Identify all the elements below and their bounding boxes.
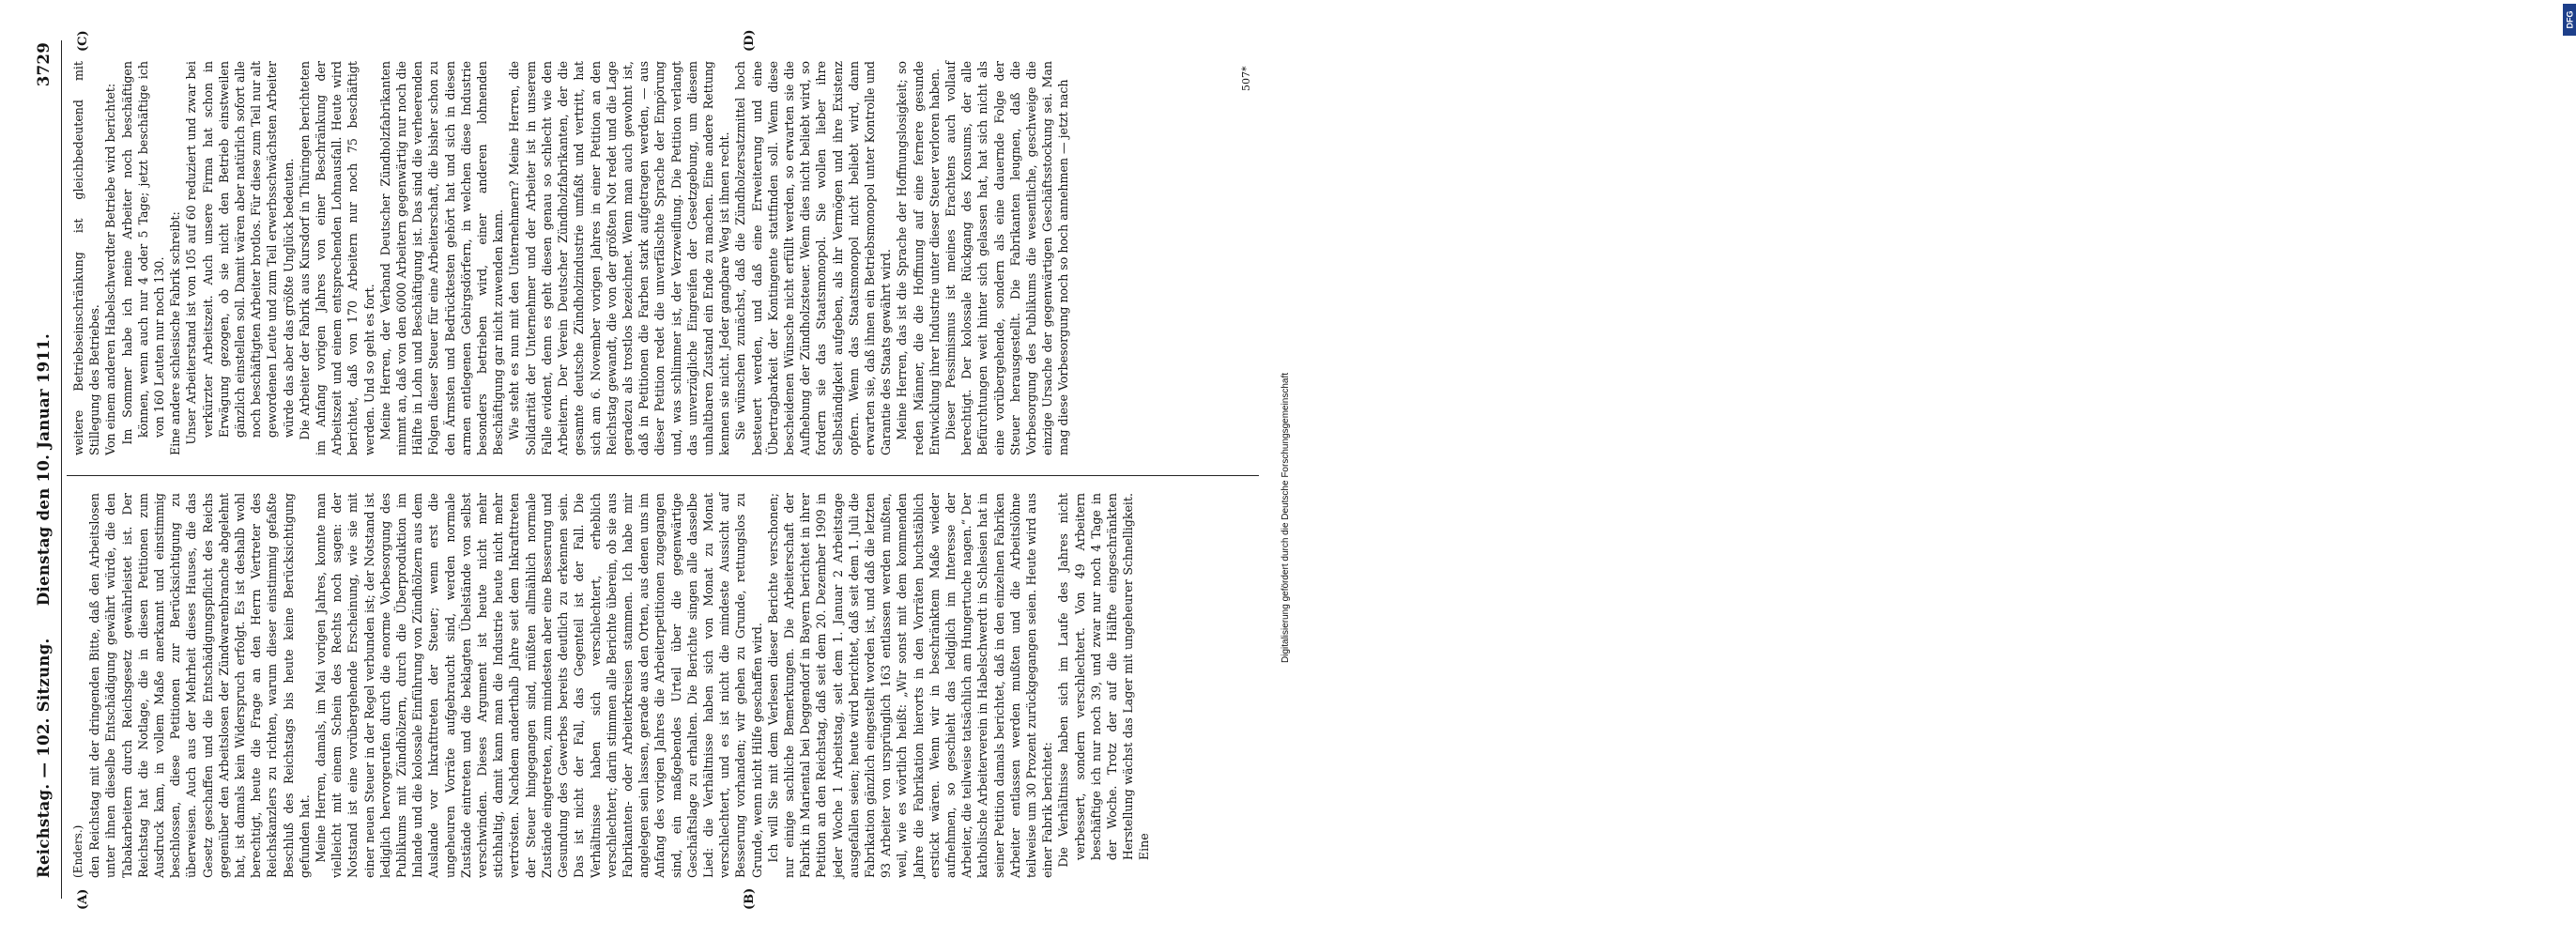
header-left: Reichstag. — 102. Sitzung. — [35, 638, 53, 878]
speaker-label: (Enders.) — [71, 824, 84, 878]
page-number: 3729 — [35, 42, 53, 87]
column-divider — [67, 475, 1259, 476]
paragraph: weitere Betriebseinschränkung ist gleichbedeutend mit Stillegung des Betriebes. — [71, 61, 102, 455]
paragraph: Dieser Pessimismus ist meines Erachtens auch vollauf berechtigt. Der kolossale Rückgang des Konsums, der alle Befürchtungen weit hinter sich gelassen hat, hat sich nicht als eine vorübergehende, sondern als eine dauernde Folge der Steuer herausgestellt. Die Fabrikanten leugnen, daß die Vorbesorgung des Publikums die wesentliche, geschweige die einzige Ursache der gegenwärtigen Geschäftsstockung sei. Man mag diese Vorbesorgung noch so hoch annehmen — jetzt nach — [943, 61, 1071, 455]
dfg-logo: DFG — [2563, 4, 2576, 36]
right-column — [70, 61, 1263, 455]
quoted-paragraph: Im Sommer habe ich meine Arbeiter noch beschäftigen können, wenn auch nur 4 oder 5 Tage; jetzt beschäftige ich von 160 Leuten nur noch 130. — [119, 61, 167, 445]
paragraph: den Reichstag mit der dringenden Bitte, daß den Arbeitslosen unter ihnen dieselbe Entschädigung gewährt würde, die den Tabakarbeitern durch Reichsgesetz gewährleistet ist. Der Reichstag hat die Notlage, die in diesen Petitionen zum Ausdruck kam, in vollem Maße anerkannt und einstimmig beschlossen, diese Petitionen zur Berücksichtigung zu überweisen. Auch aus der Mehrheit dieses Hauses, die das Gesetz geschaffen und die Entschädigungspflicht des Reichs gegenüber den Arbeitslosen der Zündwarenbranche abgelehnt hat, ist damals kein Widerspruch erfolgt. Es ist deshalb wohl berechtigt, heute die Frage an den Herrn Vertreter des Reichskanzlers zu richten, warum dieser einstimmig gefaßte Beschluß des Reichstags bis heute keine Berücksichtigung gefunden hat. — [87, 493, 312, 878]
paragraph: Meine Herren, damals, im Mai vorigen Jahres, konnte man vielleicht mit einem Schein des Rechts noch sagen: der Notstand ist eine vorübergehende Erscheinung, wie sie mit einer neuen Steuer in der Regel verbunden ist; der Notstand ist lediglich hervorgerufen durch die enorme Vorbesorgung des Publikums mit Zündhölzern, durch die Überproduktion im Inlande und die kolossale Einführung von Zündhölzern aus dem Auslande vor Inkrafttreten der Steuer; wenn erst die ungeheuren Vorräte aufgebraucht sind, werden normale Zustände eintreten und die beklagten Übelstände von selbst verschwinden. Dieses Argument ist heute nicht mehr stichhaltig, damit kann man die Industrie heute nicht mehr vertrösten. Nachdem anderthalb Jahre seit dem Inkrafttreten der Steuer hingegangen sind, müßten allmählich normale Zustände eingetreten, zum mindesten aber eine Besserung und Gesundung des Gewerbes bereits deutlich zu erkennen sein. Das ist nicht der Fall, das Gegenteil ist der Fall. Die Verhältnisse haben sich verschlechtert, erheblich verschlechtert; darin stimmen alle Berichte überein, ob sie aus Fabrikanten- oder Arbeiterkreisen stammen. Ich habe mir angelegen sein lassen, gerade aus den Orten, aus denen uns im Anfang des vorigen Jahres die Arbeiterpetitionen zugegangen sind, ein maßgebendes Urteil über die gegenwärtige Geschäftslage zu erhalten. Die Berichte singen alle dasselbe Lied: die Verhältnisse haben sich von Monat zu Monat verschlechtert, und es ist nicht die mindeste Aussicht auf Besserung vorhanden; wir gehen zu Grunde, rettungslos zu Grunde, wenn nicht Hilfe geschaffen wird. — [314, 493, 764, 878]
digitization-credit: Digitalisierung gefördert durch die Deutsche Forschungsgemeinschaft — [1280, 372, 1291, 663]
rotated-page — [29, 23, 1268, 916]
paragraph: Von einem anderen Habelschwerdter Betriebe wird berichtet: — [103, 83, 118, 455]
margin-marker-b: (B) — [743, 887, 757, 910]
header-date: Dienstag den 10. Januar 1911. — [35, 332, 53, 607]
paragraph: Meine Herren, der Verband Deutscher Zündholzfabrikanten nimmt an, daß von den 6000 Arbeitern gegenwärtig nur noch die Hälfte in Lohn und Beschäftigung ist. Das sind die verheerenden Folgen dieser Steuer für eine Arbeiterschaft, die bisher schon zu den Ärmsten und Bedrücktesten gehört hat und sich in diesen armen entlegenen Gebirgsdörfern, in welchen diese Industrie besonders betrieben wird, einer anderen lohnenden Beschäftigung gar nicht zuwenden kann. — [377, 61, 506, 455]
header-rule — [61, 40, 62, 899]
left-column — [70, 493, 1263, 878]
margin-marker-d: (D) — [743, 29, 757, 52]
quoted-paragraph: Die Verhältnisse haben sich im Laufe des Jahres nicht verbessert, sondern verschlechtert. Von 49 Arbeitern beschäftige ich nur noch 39, und zwar nur noch 4 Tage in der Woche. Trotz der auf die Hälfte eingeschränkten Herstellung wächst das Lager mit ungeheurer Schnelligkeit. Eine — [1056, 493, 1152, 868]
margin-marker-a: (A) — [76, 888, 90, 910]
paragraph: Eine andere schlesische Fabrik schreibt: — [168, 211, 183, 455]
paragraph: Die Arbeiter der Fabrik aus Kursdorf in Thüringen berichteten im Anfang vorigen Jahres von einer Beschränkung der Arbeitszeit und einem entsprechenden Lohnausfall. Heute wird berichtet, daß von 170 Arbeitern nur noch 75 beschäftigt werden. Und so geht es fort. — [297, 61, 376, 455]
paragraph: Ich will Sie mit dem Verlesen dieser Berichte verschonen; nur einige sachliche Bemerkungen. Die Arbeiterschaft der Fabrik in Mariental bei Deggendorf in Bayern berichtet in ihrer Petition an den Reichstag, daß seit dem 20. Dezember 1909 in jeder Woche 1 Arbeitstag, seit dem 1. Januar 2 Arbeitstage ausgefallen seien; heute wird berichtet, daß seit dem 1. Juli die Fabrikation gänzlich eingestellt worden ist, und daß die letzten 93 Arbeiter von ursprünglich 163 entlassen werden mußten, weil, wie es wörtlich heißt: „Wir sonst mit dem kommenden Jahre die Fabrikation hierorts in den Vorräten buchstäblich erstickt wären. Wenn wir in beschränktem Maße wieder aufnehmen, so geschieht das lediglich im Interesse der Arbeiter, die teilweise tatsächlich am Hungertuche nagen.“ Der katholische Arbeiterverein in Habelschwerdt in Schlesien hat in seiner Petition damals berichtet, daß in den einzelnen Fabriken Arbeiter entlassen werden mußten und die Arbeitslöhne teilweise um 30 Prozent zurückgegangen seien. Heute wird aus einer Fabrik berichtet: — [765, 493, 1055, 878]
quoted-paragraph: Unser Arbeiterstand ist von 105 auf 60 reduziert und zwar bei verkürzter Arbeitszeit. Auch unsere Firma hat schon in Erwägung gezogen, ob sie nicht den Betrieb einstweilen gänzlich einstellen soll. Damit wären aber natürlich sofort alle noch beschäftigten Arbeiter brotlos. Für diese zum Teil nur alt gewordenen Leute und zum Teil erwerbsschwächsten Arbeiter würde das aber das größte Unglück bedeuten. — [184, 61, 296, 445]
paragraph: Meine Herren, das ist die Sprache der Hoffnungslosigkeit; so reden Männer, die die Hoffnung auf eine fernere gesunde Entwicklung ihrer Industrie unter dieser Steuer verloren haben. — [895, 61, 942, 455]
paragraph: Sie wünschen zunächst, daß die Zündholzersatzmittel hoch besteuert werden, und daß eine Erweiterung und eine Übertragbarkeit der Kontingente stattfinden soll. Wenn diese bescheidenen Wünsche nicht erfüllt werden, so erwarten sie die Aufhebung der Zündholzsteuer. Wenn dies nicht beliebt wird, so fordern sie das Staatsmonopol. Sie wollen lieber ihre Selbständigkeit aufgeben, als ihr Vermögen und ihre Existenz opfern. Wenn das Staatsmonopol nicht beliebt wird, dann erwarten sie, daß ihnen ein Betriebsmonopol unter Kontrolle und Garantie des Staats gewährt wird. — [733, 61, 894, 455]
running-head — [35, 23, 63, 916]
margin-marker-c: (C) — [76, 30, 90, 52]
paragraph: Wie steht es nun mit den Unternehmern? Meine Herren, die Solidarität der Unternehmer und der Arbeiter ist in unserem Falle evident, denn es geht diesen genau so schlecht wie den Arbeitern. Der Verein Deutscher Zündholzfabrikanten, der die gesamte deutsche Zündholzindustrie umfaßt und vertritt, hat sich am 6. November vorigen Jahres in einer Petition an den Reichstag gewandt, die von der größten Not redet und die Lage geradezu als trostlos bezeichnet. Wenn man auch gewohnt ist, daß in Petitionen die Farben stark aufgetragen werden, — aus dieser Petition redet die unverfälschte Sprache der Empörung und, was schlimmer ist, der Verzweiflung. Die Petition verlangt das unverzügliche Eingreifen der Gesetzgebung, um diesem unhaltbaren Zustand ein Ende zu machen. Eine andere Rettung kennen sie nicht. Jeder gangbare Weg ist ihnen recht. — [507, 61, 732, 455]
sheet-signature: 507* — [1240, 66, 1252, 91]
